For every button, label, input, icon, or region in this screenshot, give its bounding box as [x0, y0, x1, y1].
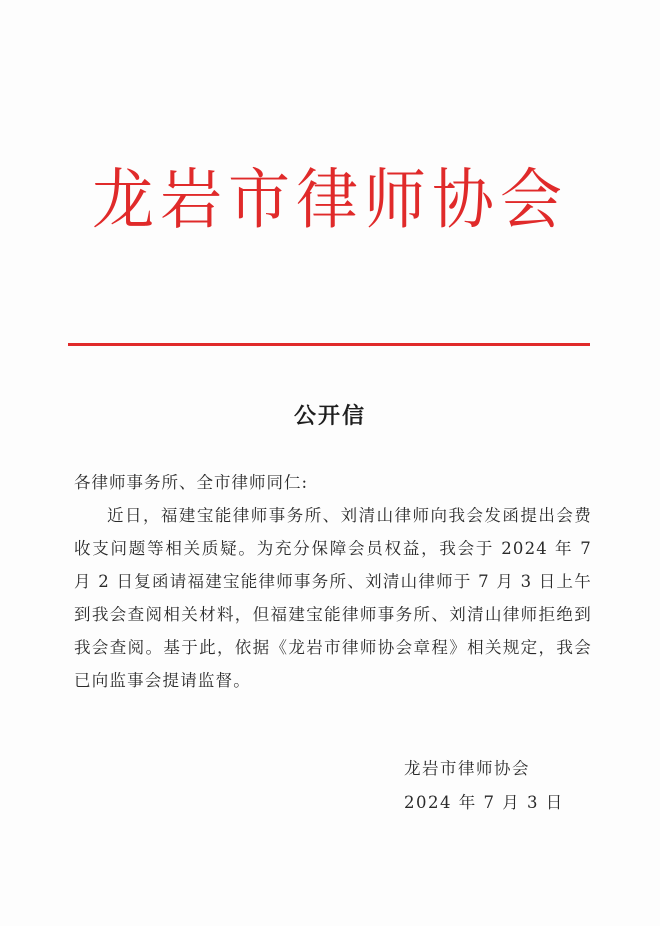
- masthead-divider: [68, 343, 590, 346]
- body-paragraph: 近日，福建宝能律师事务所、刘清山律师向我会发函提出会费收支问题等相关质疑。为充分保障会员权益，我会于 2024 年 7 月 2 日复函请福建宝能律师事务所、刘清山律师于 7 月 3 日上午到我会查阅相关材料，但福建宝能律师事务所、刘清山律师拒绝到我会查阅。基于此，依据《龙岩市律师协会章程》相关规定，我会已向监事会提请监督。: [74, 506, 592, 690]
- masthead-title: 龙岩市律师协会: [91, 161, 568, 238]
- document-title: 公开信: [293, 404, 366, 429]
- signature-block: [404, 752, 564, 820]
- salutation: 各律师事务所、全市律师同仁:: [74, 473, 309, 492]
- signature-organization: 龙岩市律师协会: [404, 759, 530, 778]
- signature-date: 2024 年 7 月 3 日: [404, 793, 564, 812]
